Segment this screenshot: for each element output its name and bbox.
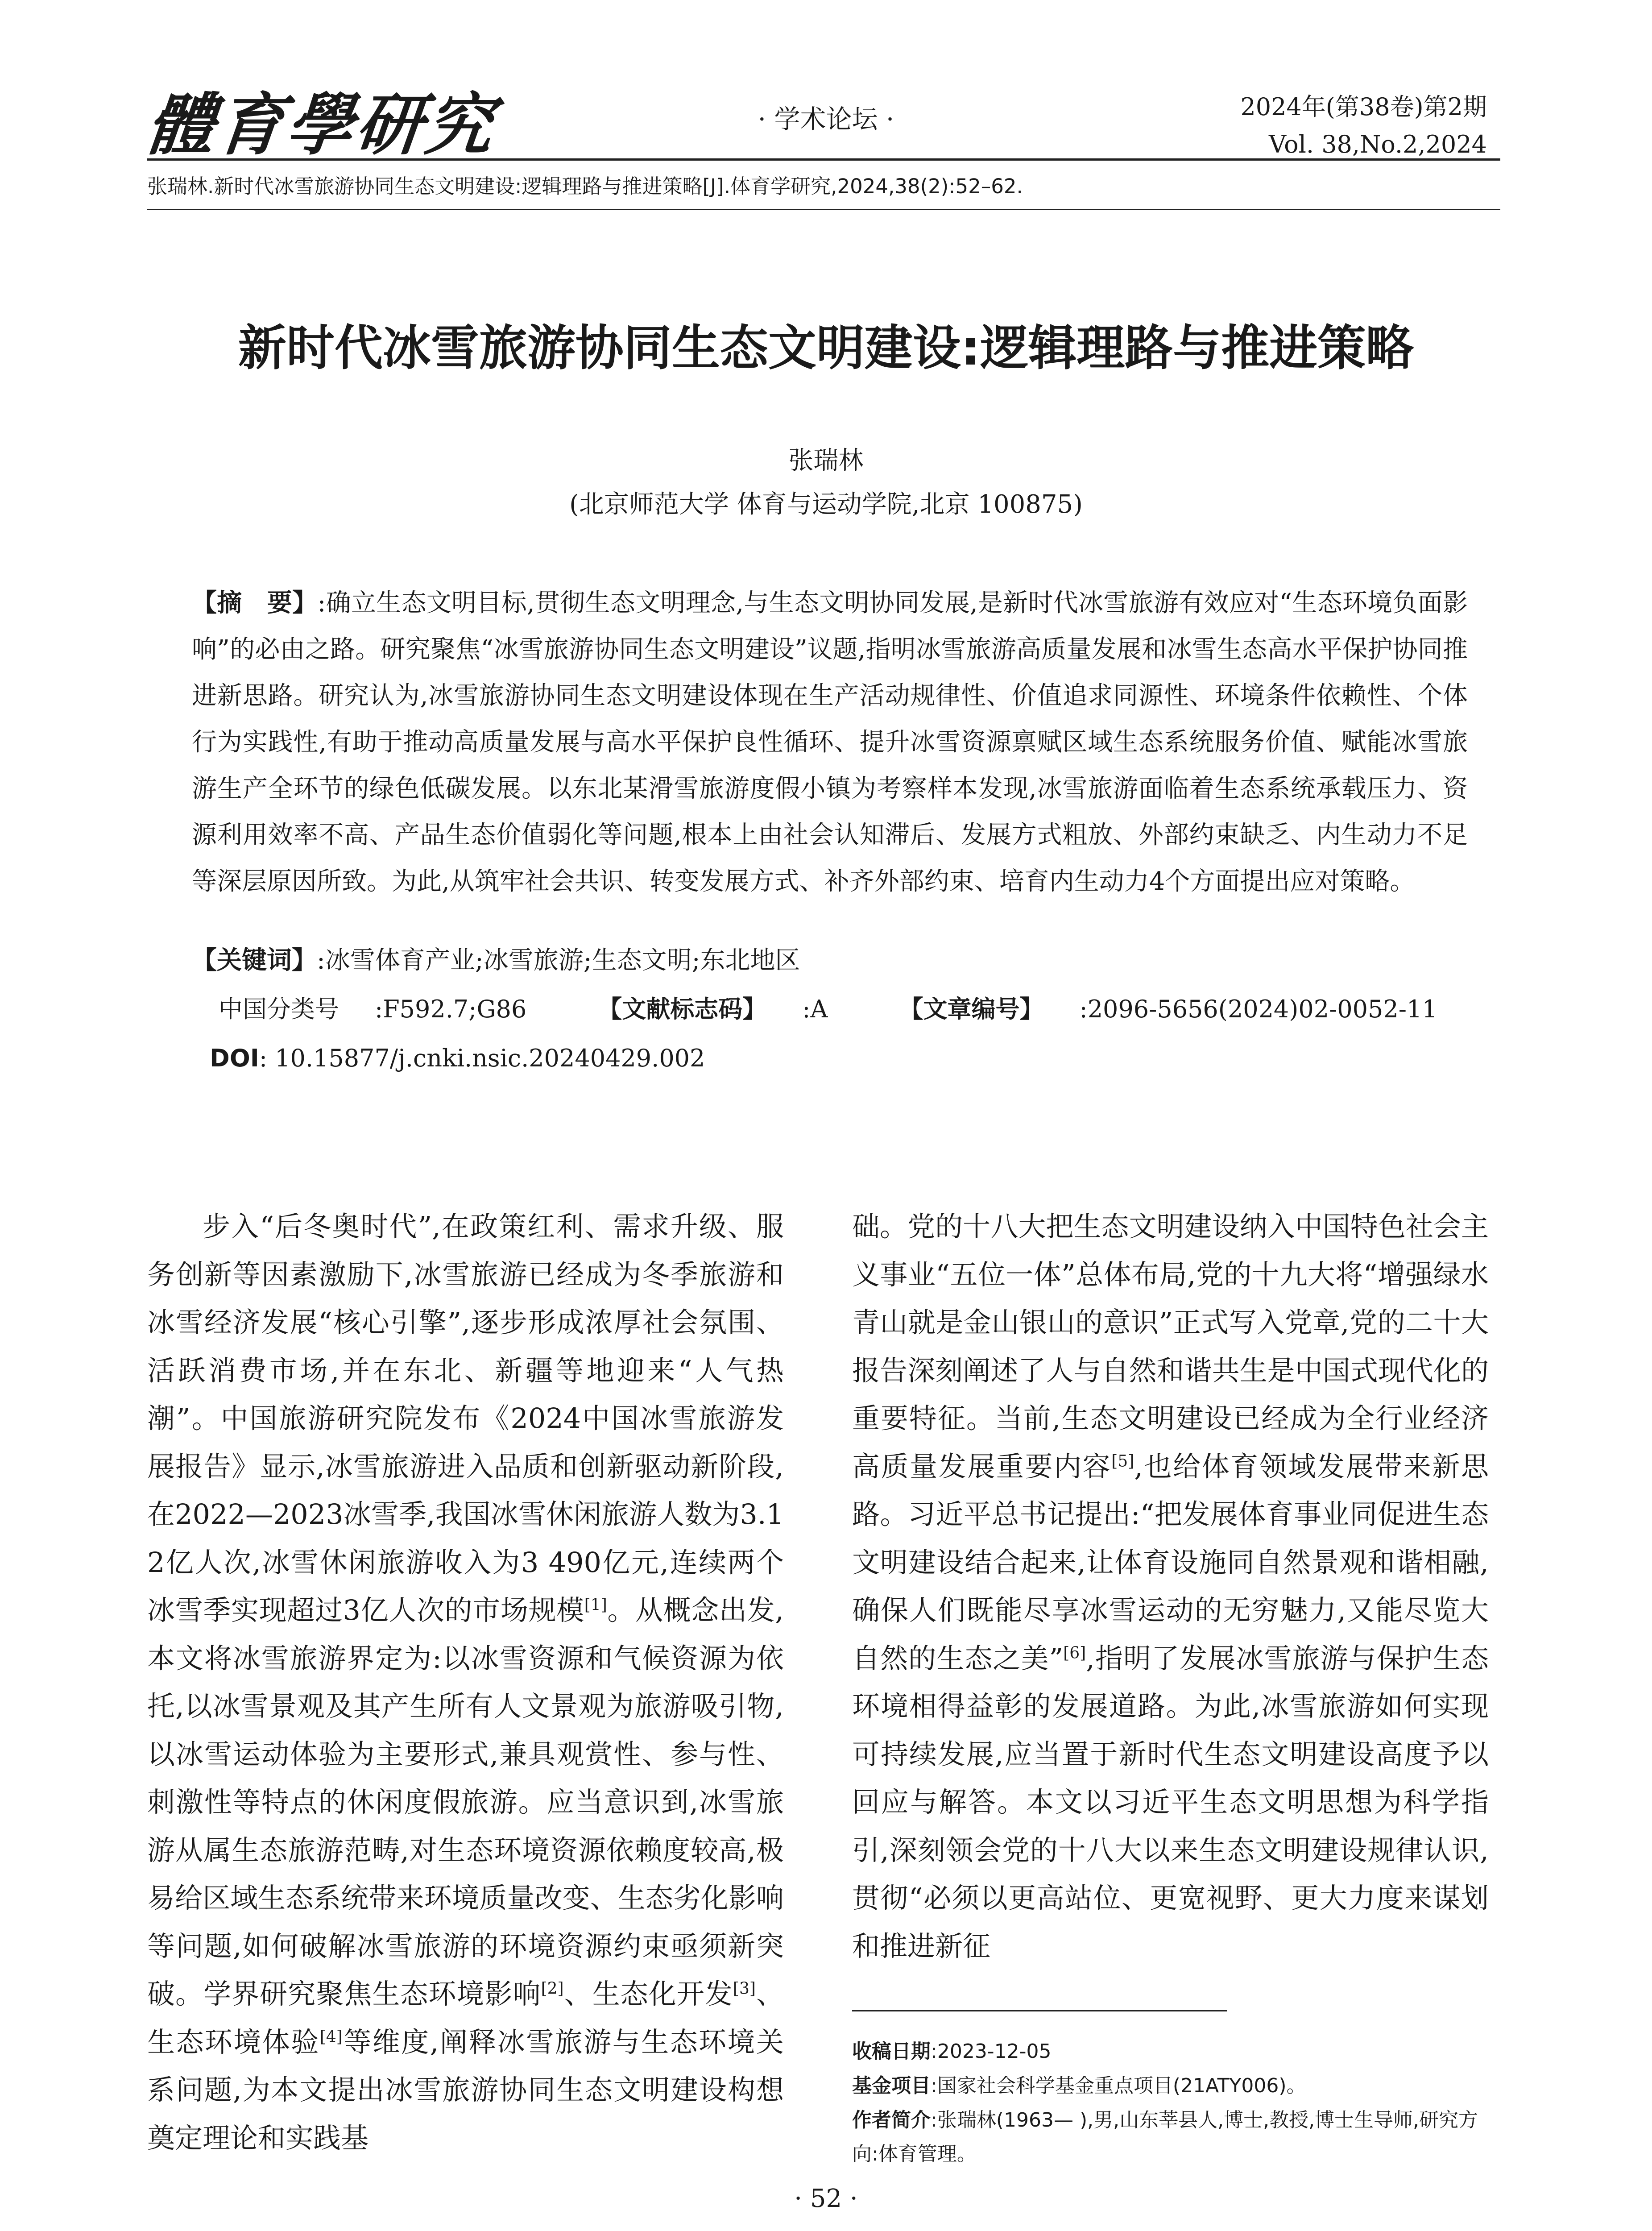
reference-2[interactable]: [2] bbox=[541, 1979, 564, 1998]
reference-6[interactable]: [6] bbox=[1063, 1643, 1086, 1662]
body-text: 步入“后冬奥时代”,在政策红利、需求升级、服务创新等因素激励下,冰雪旅游已经成为冬季旅游和冰雪经济发展“核心引擎”,逐步形成浓厚社会氛围、活跃消费市场,并在东北、新疆等地迎来“人气热潮”。中国旅游研究院发布《2024中国冰雪旅游发展报告》显示,冰雪旅游进入品质和创新驱动新阶段,在2022—2023冰雪季,我国冰雪休闲旅游人数为3.12亿人次,冰雪休闲旅游收入为3 490亿元,连续两个冰雪季实现超过3亿人次的市场规模 bbox=[147, 1210, 784, 1626]
doi-label: DOI bbox=[210, 1044, 259, 1072]
reference-1[interactable]: [1] bbox=[584, 1596, 607, 1614]
doc-code-label: 【文献标志码】 bbox=[598, 995, 767, 1023]
abstract-text: :确立生态文明目标,贯彻生态文明理念,与生态文明协同发展,是新时代冰雪旅游有效应对“生态环境负面影响”的必由之路。研究聚焦“冰雪旅游协同生态文明建设”议题,指明冰雪旅游高质量发展和冰雪生态高水平保护协同推进新思路。研究认为,冰雪旅游协同生态文明建设体现在生产活动规律性、价值追求同源性、环境条件依赖性、个体行为实践性,有助于推动高质量发展与高水平保护良性循环、提升冰雪资源禀赋区域生态系统服务价值、赋能冰雪旅游生产全环节的绿色低碳发展。以东北某滑雪旅游度假小镇为考察样本发现,冰雪旅游面临着生态系统承载压力、资源利用效率不高、产品生态价值弱化等问题,根本上由社会认知滞后、发展方式粗放、外部约束缺乏、内生动力不足等深层原因所致。为此,从筑牢社会共识、转变发展方式、补齐外部约束、培育内生动力4个方面提出应对策略。 bbox=[192, 589, 1468, 896]
body-text: 础。党的十八大把生态文明建设纳入中国特色社会主义事业“五位一体”总体布局,党的十九大将“增强绿水青山就是金山银山的意识”正式写入党章,党的二十大报告深刻阐述了人与自然和谐共生是中国式现代化的重要特征。当前,生态文明建设已经成为全行业经济高质量发展重要内容 bbox=[852, 1210, 1489, 1483]
doc-code bbox=[598, 995, 863, 1023]
doi bbox=[210, 1046, 705, 1070]
body-text: 、生态化开发 bbox=[563, 1978, 733, 2010]
received-value: :2023-12-05 bbox=[931, 2040, 1052, 2063]
bio-label: 作者简介 bbox=[852, 2109, 931, 2131]
issue-cn: 2024年(第38卷)第2期 bbox=[1240, 93, 1487, 121]
doc-code-value: :A bbox=[802, 995, 828, 1023]
body-text: 等维度,阐释冰雪旅游与生态环境关系问题,为本文提出冰雪旅游协同生态文明建设构想奠定理论和实践基 bbox=[147, 2025, 784, 2154]
article-number bbox=[899, 995, 1473, 1023]
reference-4[interactable]: [4] bbox=[319, 2027, 343, 2046]
reference-5[interactable]: [5] bbox=[1111, 1451, 1134, 1470]
article-number-label: 【文章编号】 bbox=[899, 995, 1044, 1023]
author-affiliation: (北京师范大学 体育与运动学院,北京 100875) bbox=[569, 490, 1083, 519]
keywords bbox=[192, 948, 800, 973]
keywords-text: :冰雪体育产业;冰雪旅游;生态文明;东北地区 bbox=[317, 946, 800, 975]
body-text: ,指明了发展冰雪旅游与保护生态环境相得益彰的发展道路。为此,冰雪旅游如何实现可持续发展,应当置于新时代生态文明建设高度予以回应与解答。本文以习近平生态文明思想为科学指引,深刻领会党的十八大以来生态文明建设规律认识,贯彻“必须以更高站位、更宽视野、更大力度来谋划和推进新征 bbox=[852, 1642, 1489, 1962]
clc-value: :F592.7;G86 bbox=[375, 995, 527, 1023]
body-text: 。从概念出发,本文将冰雪旅游界定为:以冰雪资源和气候资源为依托,以冰雪景观及其产生所有人文景观为旅游吸引物,以冰雪运动体验为主要形式,兼具观赏性、参与性、刺激性等特点的休闲度假旅游。应当意识到,冰雪旅游从属生态旅游范畴,对生态环境资源依赖度较高,极易给区域生态系统带来环境质量改变、生态劣化影响等问题,如何破解冰雪旅游的环境资源约束亟须新突破。学界研究聚焦生态环境影响 bbox=[147, 1594, 784, 2010]
footnote-fund bbox=[852, 2069, 1490, 2103]
citation-line: 张瑞林.新时代冰雪旅游协同生态文明建设:逻辑理路与推进策略[J].体育学研究,2024,38(2):52–62. bbox=[147, 174, 1023, 198]
page-number: · 52 · bbox=[794, 2184, 858, 2213]
footnote-rule bbox=[852, 2010, 1227, 2011]
body-column-right bbox=[852, 1203, 1489, 1970]
bio-value: :张瑞林(1963— ),男,山东莘县人,博士,教授,博士生导师,研究方向:体育管理。 bbox=[852, 2109, 1478, 2165]
fund-label: 基金项目 bbox=[852, 2074, 931, 2097]
journal-logo: 體育學研究 bbox=[143, 86, 500, 164]
article-title: 新时代冰雪旅游协同生态文明建设:逻辑理路与推进策略 bbox=[238, 320, 1414, 376]
abstract-label: 【摘 要】 bbox=[192, 589, 318, 618]
section-label: · 学术论坛 · bbox=[758, 104, 894, 134]
keywords-label: 【关键词】 bbox=[192, 946, 317, 975]
footnote-bio bbox=[852, 2103, 1490, 2171]
abstract bbox=[192, 580, 1468, 905]
fund-value: :国家社会科学基金重点项目(21ATY006)。 bbox=[931, 2074, 1306, 2097]
body-column-left bbox=[147, 1203, 784, 2162]
classification-line bbox=[219, 997, 1509, 1021]
article-number-value: :2096-5656(2024)02-0052-11 bbox=[1079, 995, 1437, 1023]
issue-en: Vol. 38,No.2,2024 bbox=[1269, 130, 1487, 158]
author-name: 张瑞林 bbox=[788, 446, 864, 475]
reference-3[interactable]: [3] bbox=[733, 1979, 756, 1998]
doi-value: : 10.15877/j.cnki.nsic.20240429.002 bbox=[259, 1044, 705, 1072]
header-rule bbox=[147, 158, 1500, 161]
clc-label: 中国分类号 bbox=[219, 995, 339, 1023]
citation-rule bbox=[147, 209, 1500, 210]
footnote-received bbox=[852, 2035, 1490, 2069]
body-text: 、生态环境体验 bbox=[147, 1978, 784, 2058]
issue-info bbox=[1240, 88, 1487, 163]
clc bbox=[219, 995, 562, 1023]
body-text: ,也给体育领域发展带来新思路。习近平总书记提出:“把发展体育事业同促进生态文明建设结合起来,让体育设施同自然景观和谐相融,确保人们既能尽享冰雪运动的无穷魅力,又能尽览大自然的生态之美” bbox=[852, 1450, 1489, 1675]
received-label: 收稿日期 bbox=[852, 2040, 931, 2063]
